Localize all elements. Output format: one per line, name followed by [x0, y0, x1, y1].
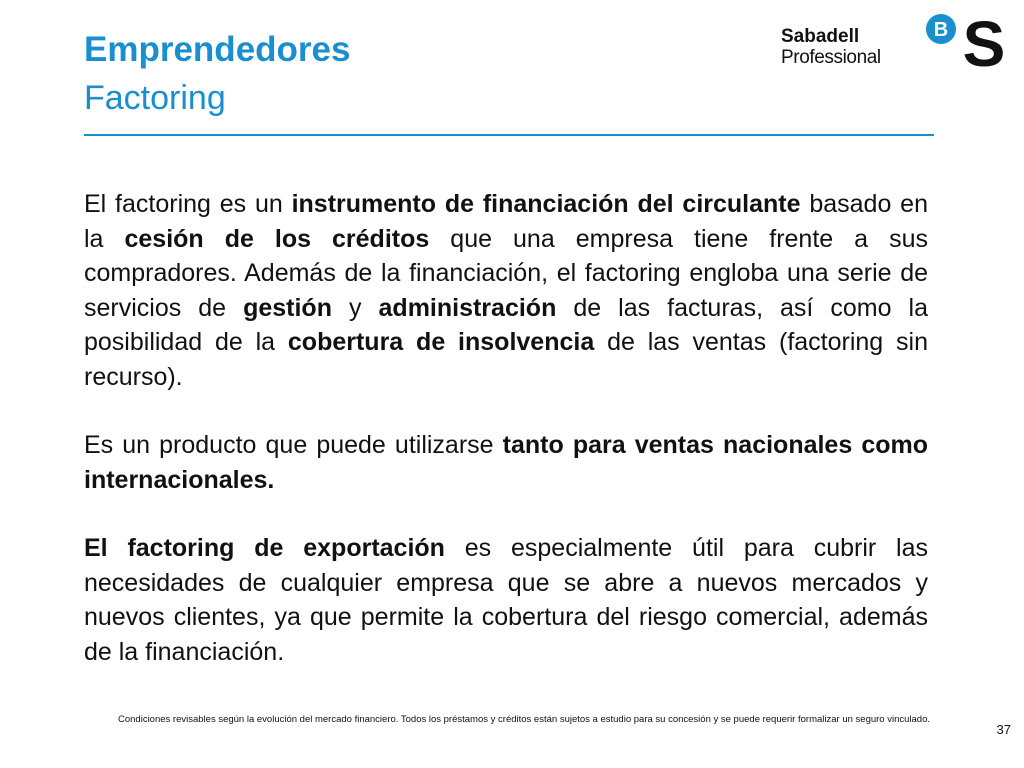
logo-brand-line1: Sabadell: [781, 26, 860, 47]
body-content: [84, 187, 928, 703]
bold-run: administración: [378, 293, 557, 322]
page-title: Emprendedores: [84, 30, 351, 69]
paragraph-2: [84, 428, 928, 497]
logo-brand-line2: Professional: [781, 47, 881, 68]
page-number: 37: [996, 722, 1011, 737]
text-run: es especialmente útil para cubrir las necesidades de cualquier empresa que se abre a nuevos mercados y nuevos clientes, ya que permite la cobertura del riesgo comercial, además de la financiación.: [84, 534, 928, 666]
logo-letter-large: S: [962, 8, 1006, 74]
text-run: de las facturas, así como la posibilidad de la: [84, 293, 928, 356]
footer-disclaimer: Condiciones revisables según la evolución del mercado financiero. Todos los préstamos y créditos están sujetos a estudio para su concesión y se puede requerir formalizar un seguro vinculado.: [118, 714, 930, 725]
text-run: que una empresa tiene frente a sus compradores. Además de la financiación, el factoring engloba una serie de servicios de: [84, 224, 929, 322]
bold-run: tanto para ventas nacionales como internacionales.: [84, 431, 929, 494]
text-run: El factoring es un: [84, 190, 292, 218]
bold-run: El factoring de exportación: [84, 534, 445, 562]
paragraph-1: [84, 187, 928, 394]
title-divider: [84, 134, 934, 136]
bold-run: cesión de los créditos: [124, 224, 430, 253]
bold-run: instrumento de financiación del circulante: [291, 190, 801, 218]
page-subtitle: Factoring: [84, 79, 226, 117]
logo-letter-small: B: [933, 19, 949, 41]
text-run: y: [331, 293, 379, 322]
bold-run: cobertura de insolvencia: [287, 328, 595, 356]
bs-logo-icon: [922, 8, 1008, 74]
text-run: de las ventas (factoring sin recurso).: [84, 328, 928, 391]
bold-run: gestión: [243, 293, 332, 322]
paragraph-3: [84, 531, 928, 669]
text-run: Es un producto que puede utilizarse: [84, 431, 503, 459]
text-run: basado en la: [84, 190, 928, 253]
logo-wordmark: [781, 26, 881, 68]
